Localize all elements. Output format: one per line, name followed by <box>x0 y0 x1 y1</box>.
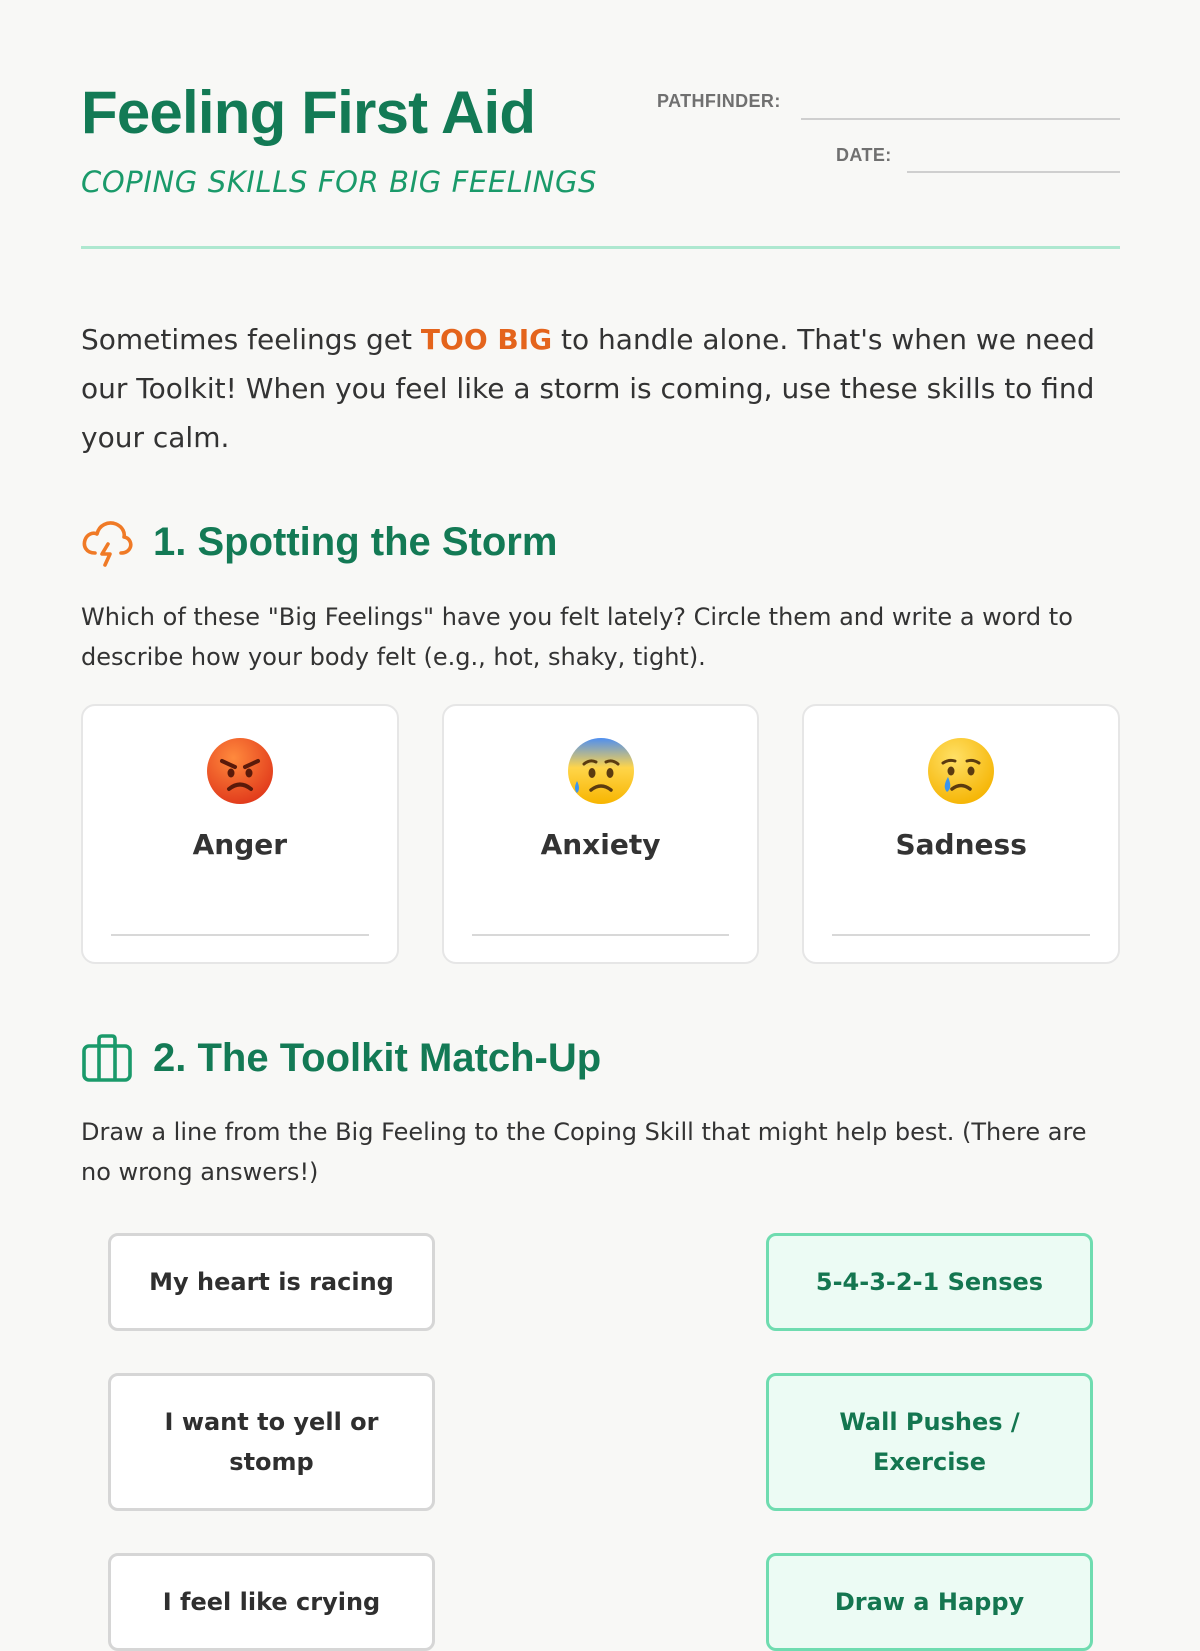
match-skill-box[interactable]: Wall Pushes / Exercise <box>766 1373 1093 1511</box>
page-subtitle: COPING SKILLS FOR BIG FEELINGS <box>81 165 598 199</box>
match-skill-box[interactable]: Draw a Happy <box>766 1553 1093 1651</box>
match-feeling-box[interactable]: I feel like crying <box>108 1553 435 1651</box>
body-feeling-write-line[interactable] <box>832 934 1090 936</box>
storm-cloud-icon <box>81 517 133 569</box>
match-feeling-box[interactable]: My heart is racing <box>108 1233 435 1331</box>
body-feeling-write-line[interactable] <box>111 934 369 936</box>
section-2-title: 2. The Toolkit Match-Up <box>153 1036 602 1080</box>
date-field[interactable] <box>907 171 1120 173</box>
feeling-label: Sadness <box>895 828 1027 861</box>
feeling-card-anxiety[interactable] <box>442 704 760 964</box>
intro-highlight: TOO BIG <box>420 323 553 356</box>
crying-face-icon <box>927 737 995 805</box>
angry-face-icon <box>206 737 274 805</box>
body-feeling-write-line[interactable] <box>472 934 730 936</box>
header-divider <box>81 246 1120 249</box>
feeling-label: Anger <box>192 828 288 861</box>
section-1-description: Which of these "Big Feelings" have you felt lately? Circle them and write a word to describe how your body felt (e.g., hot, shaky, tight). <box>81 603 1073 671</box>
intro-text-start: Sometimes feelings get <box>81 323 421 356</box>
worksheet-page <box>81 0 1120 1616</box>
pathfinder-field[interactable] <box>801 118 1120 120</box>
anxious-face-icon <box>567 737 635 805</box>
feeling-label: Anxiety <box>540 828 661 861</box>
section-1-title: 1. Spotting the Storm <box>153 520 558 564</box>
match-feeling-box[interactable]: I want to yell or stomp <box>108 1373 435 1511</box>
section-2-description: Draw a line from the Big Feeling to the Coping Skill that might help best. (There are no wrong answers!) <box>81 1118 1087 1186</box>
date-label: DATE: <box>836 145 892 165</box>
feeling-card-anger[interactable] <box>81 704 399 964</box>
match-skill-box[interactable]: 5-4-3-2-1 Senses <box>766 1233 1093 1331</box>
pathfinder-label: PATHFINDER: <box>657 91 781 111</box>
toolbox-icon <box>81 1033 133 1085</box>
feeling-cards <box>81 704 1120 964</box>
feeling-card-sadness[interactable] <box>802 704 1120 964</box>
page-title: Feeling First Aid <box>81 79 536 146</box>
intro-paragraph <box>81 315 1120 462</box>
intro-text-end: to handle alone. That's when we need our Toolkit! When you feel like a storm is coming, use these skills to find your calm. <box>81 323 1095 454</box>
